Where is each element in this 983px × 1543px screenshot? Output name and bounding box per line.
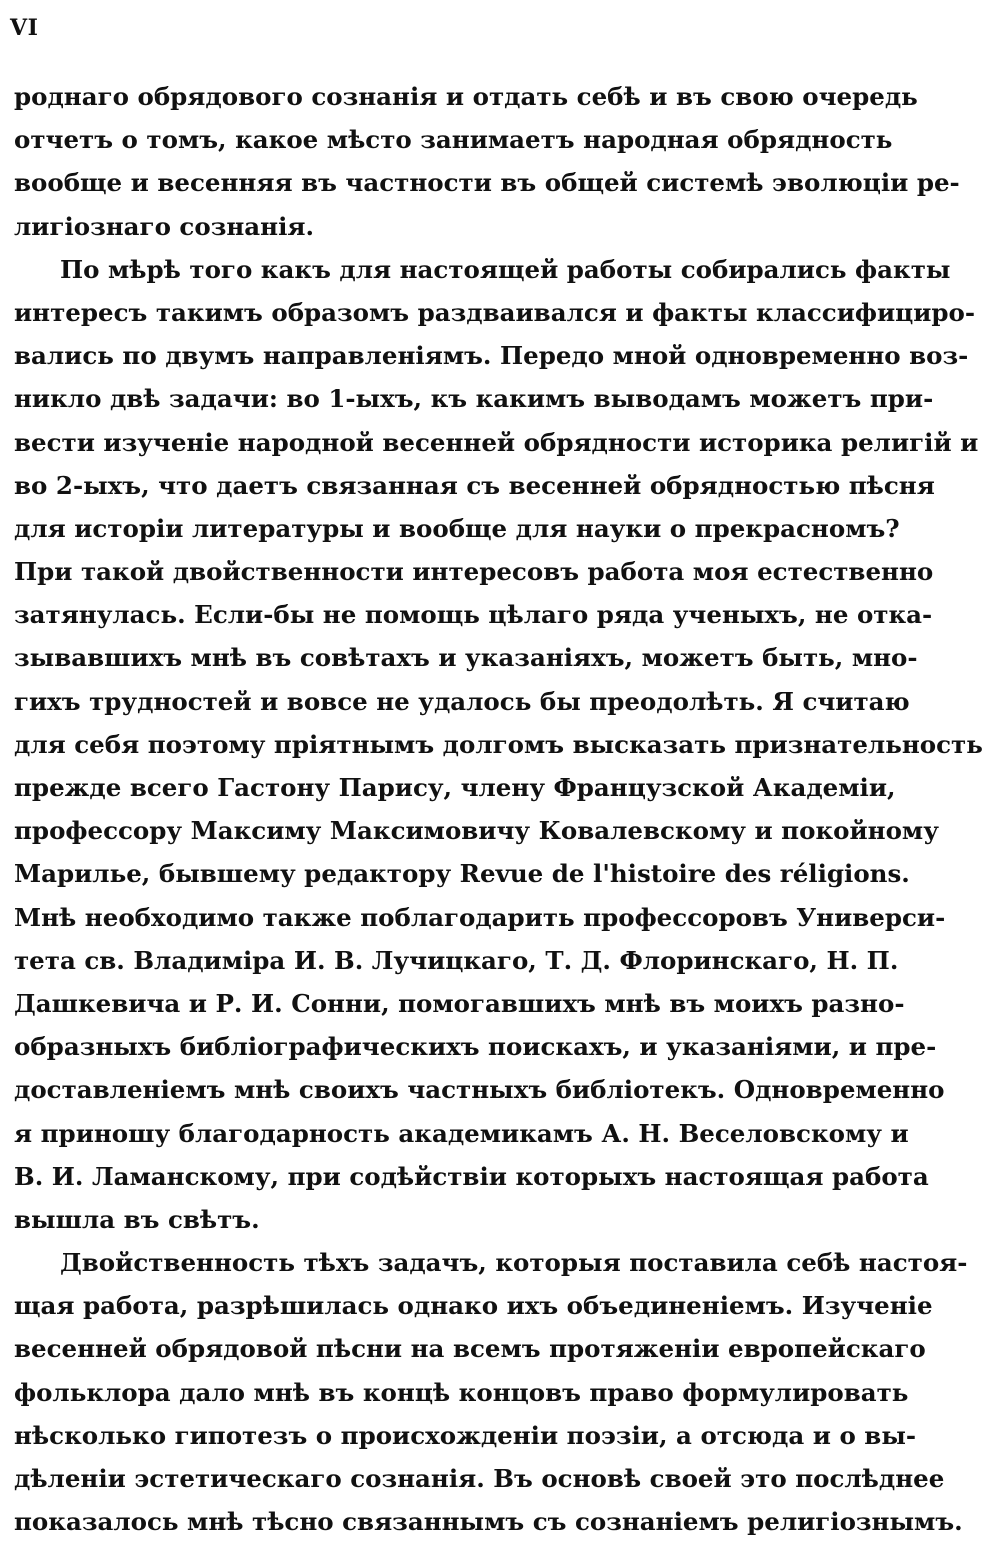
text-line: для себя поэтому пріятнымъ долгомъ высказать признательность [14,729,983,759]
text-line: зывавшихъ мнѣ въ совѣтахъ и указаніяхъ, можетъ быть, мно- [14,643,918,673]
text-line: нѣсколько гипотезъ о происхожденіи поэзіи, а отсюда и о вы- [14,1420,917,1450]
text-line: я приношу благодарность академикамъ А. Н. Веселовскому и [14,1118,909,1148]
text-line: вообще и весенняя въ частности въ общей системѣ эволюціи ре- [14,168,960,198]
text-line: Мнѣ необходимо также поблагодарить профессоровъ Универси- [14,902,946,932]
text-line: дѣленіи эстетическаго сознанія. Въ основѣ своей это послѣднее [14,1464,945,1493]
text-line: В. И. Ламанскому, при содѣйствіи которыхъ настоящая работа [14,1161,929,1191]
text-line: По мѣрѣ того какъ для настоящей работы собирались факты [60,254,951,284]
body-text [14,75,983,1543]
text-line: лигіознаго сознанія. [14,211,315,241]
text-line: доставленіемъ мнѣ своихъ частныхъ библіотекъ. Одновременно [14,1075,945,1105]
text-line: фольклора дало мнѣ въ концѣ концовъ право формулировать [14,1377,909,1407]
text-line: никло двѣ задачи: во 1-ыхъ, къ какимъ выводамъ можетъ при- [14,384,934,414]
text-line: Марилье, бывшему редактору Revue de l'histoire des rélіgions. [14,859,910,889]
paragraph-2 [14,248,983,1241]
text-line: отчетъ о томъ, какое мѣсто занимаетъ народная обрядность [14,125,893,155]
text-line: роднаго обрядового сознанія и отдать себѣ и въ свою очередь [14,82,918,111]
text-line: затянулась. Если-бы не помощь цѣлаго ряда ученыхъ, не отка- [14,600,933,630]
text-line: щая работа, разрѣшилась однако ихъ объединеніемъ. Изученіе [14,1291,933,1321]
text-line: для исторіи литературы и вообще для науки о прекрасномъ? [14,513,900,543]
paragraph-3 [14,1241,968,1543]
text-line: Двойственность тѣхъ задачъ, которыя поставила себѣ настоя- [60,1248,968,1278]
text-line: во 2-ыхъ, что даетъ связанная съ весенней обрядностью пѣсня [14,470,935,500]
text-line: При такой двойственности интересовъ работа моя естественно [14,557,934,587]
text-line: весенней обрядовой пѣсни на всемъ протяженіи европейскаго [14,1334,926,1364]
text-line: прежде всего Гастону Парису, члену Французской Академіи, [14,773,896,802]
text-line: вести изученіе народной весенней обрядности историка религій и [14,427,979,457]
text-line: вышла въ свѣтъ. [14,1204,260,1234]
text-line: тета св. Владиміра И. В. Лучицкаго, Т. Д. Флоринскаго, Н. П. [14,945,899,975]
text-line: Дашкевича и Р. И. Сонни, помогавшихъ мнѣ въ моихъ разно- [14,988,905,1018]
text-line: гихъ трудностей и вовсе не удалось бы преодолѣть. Я считаю [14,686,910,716]
text-line: вались по двумъ направленіямъ. Передо мной одновременно воз- [14,341,969,371]
page-number: VI [10,15,39,41]
text-line: интересъ такимъ образомъ раздваивался и факты классифициро- [14,297,976,327]
text-line: профессору Максиму Максимовичу Ковалевскому и покойному [14,816,939,846]
paragraph-1 [14,75,960,248]
text-line: образныхъ библіографическихъ поискахъ, и указаніями, и пре- [14,1032,937,1062]
text-line: показалось мнѣ тѣсно связаннымъ съ сознаніемъ религіознымъ. [14,1507,963,1537]
